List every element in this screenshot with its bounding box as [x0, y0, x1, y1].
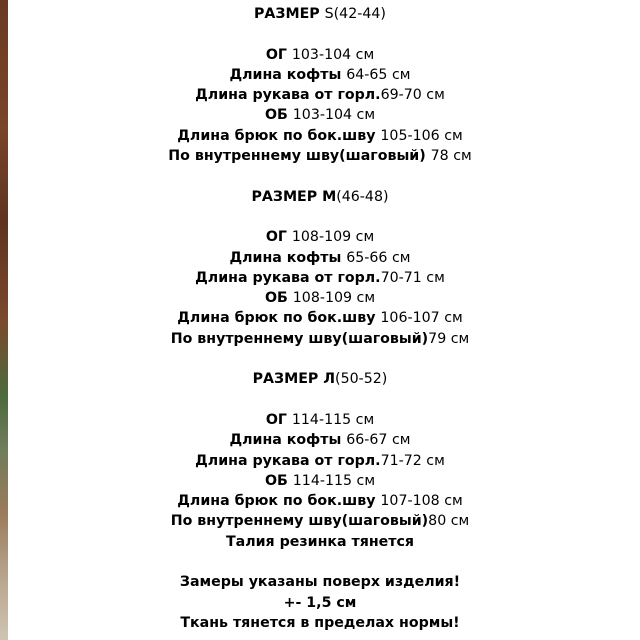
measure-label: Длина рукава от горл. [195, 269, 381, 286]
measure-row [0, 268, 640, 288]
spacer [0, 390, 640, 410]
size-heading-label: РАЗМЕР [254, 6, 325, 22]
measure-label: ОБ [264, 107, 293, 124]
note-line: Замеры указаны поверх изделия! [179, 574, 461, 591]
measure-label: По внутреннему шву(шаговый) [168, 148, 431, 165]
measure-row [0, 227, 640, 247]
measure-value: 71-72 см [380, 452, 445, 469]
measure-value: 114-115 см [291, 411, 375, 428]
size-heading-range: S(42-44) [324, 6, 386, 22]
measure-label: По внутреннему шву(шаговый) [170, 330, 429, 347]
measure-row [0, 126, 640, 146]
size-heading-range: (50-52) [335, 371, 388, 388]
measure-value: 114-115 см [292, 472, 376, 489]
measure-value: 107-108 см [380, 493, 463, 510]
measure-label: Длина кофты [229, 66, 347, 83]
spacer [0, 552, 640, 572]
measure-row [0, 65, 640, 85]
measure-label: Длина брюк по бок.шву [177, 493, 381, 510]
measure-row [0, 85, 640, 105]
measure-label: Длина рукава от горл. [195, 87, 381, 104]
size-heading-l [0, 369, 640, 389]
measure-row [0, 105, 640, 125]
measure-row [0, 532, 640, 552]
measure-value: 103-104 см [292, 107, 376, 124]
measure-label: ОГ [265, 229, 292, 246]
measure-value: 65-66 см [346, 249, 411, 266]
size-heading-m [0, 187, 640, 207]
measure-value: 103-104 см [291, 46, 375, 63]
measure-value: 79 см [428, 330, 470, 347]
measure-label: ОГ [265, 411, 292, 428]
measure-label: ОБ [264, 290, 293, 307]
measure-row [0, 410, 640, 430]
measure-label: Длина брюк по бок.шву [177, 127, 381, 144]
size-heading-label: РАЗМЕР М [251, 188, 337, 205]
size-chart-text [0, 4, 640, 633]
measure-label: По внутреннему шву(шаговый) [170, 513, 429, 530]
measure-value: 108-109 см [292, 290, 376, 307]
measure-row [0, 288, 640, 308]
spacer [0, 207, 640, 227]
measure-value: 66-67 см [346, 432, 411, 449]
measure-label: ОГ [265, 46, 292, 63]
note-line: +- 1,5 см [283, 594, 357, 611]
measure-label: Длина рукава от горл. [195, 452, 381, 469]
spacer [0, 24, 640, 44]
measure-row [0, 511, 640, 531]
measure-row [0, 430, 640, 450]
measure-value: 70-71 см [380, 269, 445, 286]
measure-value: 108-109 см [291, 229, 375, 246]
measure-row [0, 146, 640, 166]
measure-label: Длина брюк по бок.шву [177, 310, 381, 327]
measure-row [0, 491, 640, 511]
measure-label: Длина кофты [229, 432, 347, 449]
spacer [0, 166, 640, 186]
size-heading-range: (46-48) [336, 188, 389, 205]
measure-row [0, 308, 640, 328]
measure-row [0, 248, 640, 268]
size-heading-s [0, 4, 640, 24]
measure-label: Длина кофты [229, 249, 347, 266]
spacer [0, 349, 640, 369]
measure-value: 105-106 см [380, 127, 463, 144]
measure-row [0, 45, 640, 65]
measure-row [0, 471, 640, 491]
measure-label: ОБ [264, 472, 293, 489]
measure-value: 64-65 см [346, 66, 411, 83]
size-heading-label: РАЗМЕР Л [252, 371, 336, 388]
measure-value: 69-70 см [380, 87, 445, 104]
measure-label: Талия резинка тянется [225, 533, 415, 550]
measure-value: 106-107 см [380, 310, 463, 327]
measure-row [0, 329, 640, 349]
measure-value: 78 см [430, 148, 472, 165]
measure-row [0, 451, 640, 471]
measure-value: 80 см [428, 513, 470, 530]
note-line: Ткань тянется в пределах нормы! [180, 614, 460, 631]
